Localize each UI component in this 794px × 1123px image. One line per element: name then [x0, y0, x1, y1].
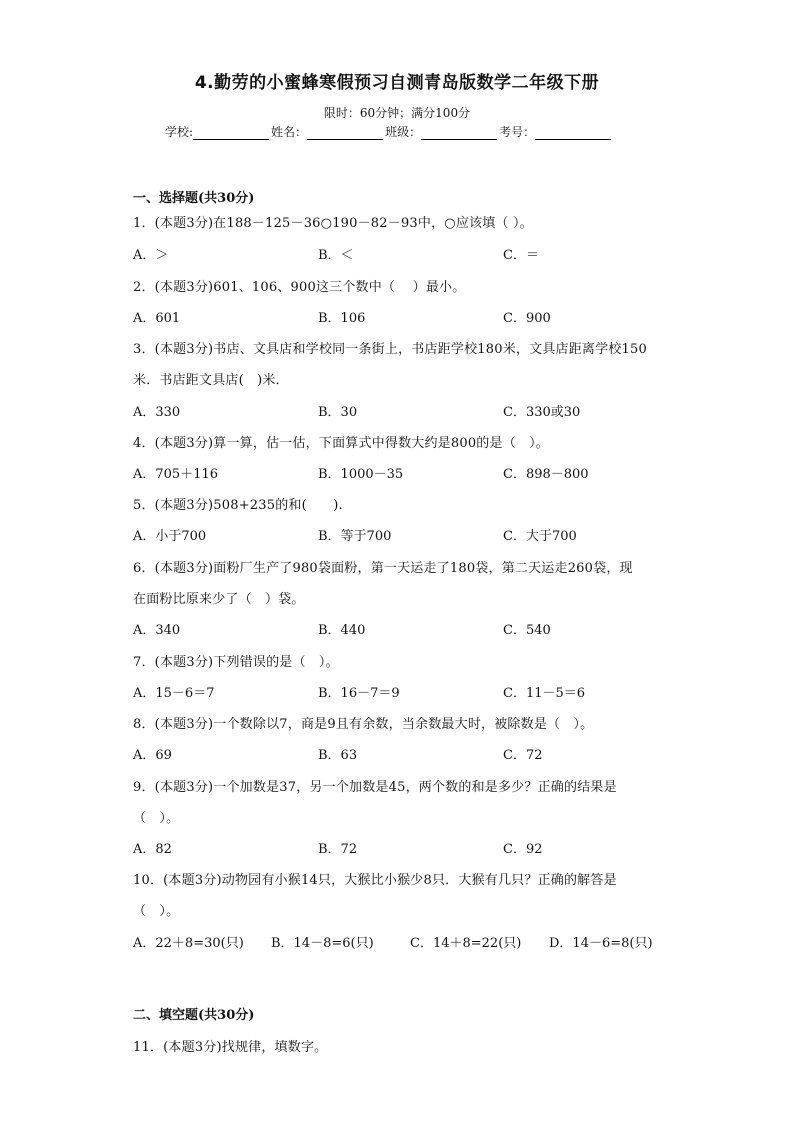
q5-option-c: C．大于700	[503, 529, 577, 544]
q4-option-b: B．1000－35	[318, 467, 404, 482]
q10-option-a: A．22＋8=30(只)	[133, 936, 244, 951]
q6-option-a: A．340	[133, 623, 181, 638]
question-9: 9．(本题3分)一个加数是37，另一个加数是45，两个数的和是多少？正确的结果是	[133, 780, 617, 795]
question-7: 7．(本题3分)下列错误的是（ ）。	[133, 655, 339, 670]
question-8: 8．(本题3分)一个数除以7，商是9且有余数，当余数最大时，被除数是（ ）。	[133, 717, 594, 732]
class-blank	[421, 125, 497, 140]
q7-option-a: A．15－6＝7	[133, 686, 215, 701]
q10-option-c: C．14＋8=22(只)	[410, 936, 522, 951]
class-label: 班级：	[385, 125, 422, 139]
school-label: 学校:	[165, 125, 194, 139]
name-blank	[307, 125, 383, 140]
q2-option-a: A．601	[133, 311, 181, 326]
q4-option-c: C．898－800	[503, 467, 589, 482]
question-10-line-2: （ ）。	[133, 904, 180, 919]
question-11: 11．(本题3分)找规律，填数字。	[133, 1040, 328, 1055]
q3-option-a: A．330	[133, 405, 181, 420]
question-2: 2．(本题3分)601、106、900这三个数中（ ）最小。	[133, 280, 466, 295]
q10-option-d: D．14－6=8(只)	[549, 936, 653, 951]
id-label: 考号：	[499, 125, 536, 139]
q9-option-b: B．72	[318, 842, 358, 857]
question-10: 10．(本题3分)动物园有小猴14只，大猴比小猴少8只．大猴有几只？正确的解答是	[133, 873, 617, 888]
q2-option-c: C．900	[503, 311, 551, 326]
section-heading-choice: 一、选择题(共30分)	[133, 191, 255, 206]
q9-option-c: C．92	[503, 842, 543, 857]
q1-option-a: A．＞	[133, 248, 169, 263]
question-3-line-2: 米．书店距文具店( )米．	[133, 373, 289, 388]
question-4: 4．(本题3分)算一算，估一估，下面算式中得数大约是800的是（ ）。	[133, 436, 549, 451]
q6-option-c: C．540	[503, 623, 551, 638]
time-score-info: 限时：60分钟；满分100分	[323, 106, 471, 120]
q9-option-a: A．82	[133, 842, 172, 857]
id-blank	[535, 125, 611, 140]
q8-option-c: C．72	[503, 748, 543, 763]
school-blank	[193, 125, 269, 140]
q1-option-b: B．＜	[318, 248, 354, 263]
q10-option-b: B．14－8=6(只)	[271, 936, 374, 951]
student-info-row	[165, 123, 613, 140]
q1-option-c: C．＝	[503, 248, 539, 263]
question-6-line-2: 在面粉比原来少了（ ）袋。	[133, 592, 305, 607]
q5-option-b: B．等于700	[318, 529, 392, 544]
question-3: 3．(本题3分)书店、文具店和学校同一条街上，书店距学校180米，文具店距离学校150	[133, 342, 647, 357]
q2-option-b: B．106	[318, 311, 366, 326]
q5-option-a: A．小于700	[133, 529, 207, 544]
page-title: 4.勤劳的小蜜蜂寒假预习自测青岛版数学二年级下册	[194, 73, 600, 93]
q7-option-c: C．11－5＝6	[503, 686, 586, 701]
name-label: 姓名：	[271, 125, 308, 139]
question-1: 1．(本题3分)在188－125－36○190－82－93中，○应该填（ ）。	[133, 216, 533, 231]
question-9-line-2: （ ）。	[133, 811, 180, 826]
q7-option-b: B．16－7＝9	[318, 686, 400, 701]
q3-option-b: B．30	[318, 405, 358, 420]
q8-option-a: A．69	[133, 748, 172, 763]
q3-option-c: C．330或30	[503, 405, 581, 420]
question-5: 5．(本题3分)508+235的和( ).	[133, 498, 343, 513]
q8-option-b: B．63	[318, 748, 358, 763]
q6-option-b: B．440	[318, 623, 366, 638]
q4-option-a: A．705＋116	[133, 467, 219, 482]
question-6: 6．(本题3分)面粉厂生产了980袋面粉，第一天运走了180袋，第二天运走260袋，现	[133, 561, 633, 576]
section-heading-fill: 二、填空题(共30分)	[133, 1008, 255, 1023]
